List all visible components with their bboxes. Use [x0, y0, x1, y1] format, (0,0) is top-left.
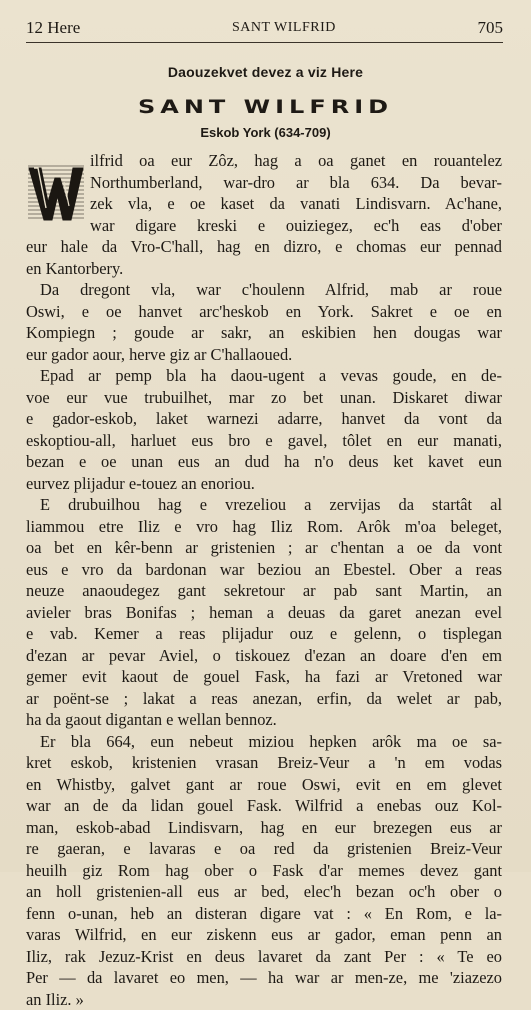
text-line: oa bet en kêr-benn ar gristenien ; ar c'hentan a oe da vont — [26, 537, 502, 559]
text-line: varas Wilfrid, en eur ziskenn eus ar gador, eman penn an — [26, 924, 502, 946]
text-line: avieler bras Bonifas ; heman a deuas da garet anezan evel — [26, 602, 502, 624]
text-line: E drubuilhou hag e vrezeliou a zervijas da startât al — [26, 494, 502, 516]
text-line: war an de da lidan gouel Fask. Wilfrid a enebas ouz Kol- — [26, 795, 502, 817]
text-line: en Whistby, galvet gant ar roue Oswi, evit en em glevet — [26, 774, 502, 796]
text-line: Iliz, rak Jezuz-Krist en deus lavaret da zant Per : « Te eo — [26, 946, 502, 968]
header-divider — [26, 42, 503, 43]
text-line: kret eskob, kristenien vrasan Breiz-Veur a 'n em vodas — [26, 752, 502, 774]
text-line: Er bla 664, eun nebeut miziou hepken arôk ma oe sa- — [26, 731, 502, 753]
text-line: zek vla, e oe kaset da vanati Lindisvarn. Ac'hane, — [26, 193, 502, 215]
header-title: SANT WILFRID — [232, 20, 336, 36]
text-line: ilfrid oa eur Zôz, hag a oa ganet en rouantelez — [26, 150, 502, 172]
text-line: Per — da lavaret eo men, — ha war ar men-ze, me 'ziazezo — [26, 967, 502, 989]
text-line: en Kantorbery. — [26, 258, 502, 280]
text-line: e gador-eskob, laket warnezi adarre, hanvet da vont da — [26, 408, 502, 430]
text-line: eus e vro da bardonan war beziou an Ebestel. Ober a reas — [26, 559, 502, 581]
text-line: fenn o-unan, heb an disteran digare vat : « En Rom, e la- — [26, 903, 502, 925]
text-line: ar poënt-se ; lakat a reas anezan, erfin, da welet ar pab, — [26, 688, 502, 710]
text-line: Oswi, e oe hanvet arc'heskob en York. Sakret e oe en — [26, 301, 502, 323]
text-line: liammou etre Iliz e vro hag Iliz Rom. Arôk m'oa beleget, — [26, 516, 502, 538]
text-line: man, eskob-abad Lindisvarn, hag en eur brezegen eus ar — [26, 817, 502, 839]
text-line: Epad ar pemp bla ha daou-ugent a vevas goude, en de- — [26, 365, 502, 387]
text-line: heuilh giz Rom hag ober o Fask d'ar memes devez gant — [26, 860, 502, 882]
text-line: ha da gaout digantan e wellan bennoz. — [26, 709, 502, 731]
text-line: war digare kreski e ouiziegez, ec'h eas d'ober — [26, 215, 502, 237]
text-line: eur hale da Vro-C'hall, hag en dizro, e chomas eur pennad — [26, 236, 502, 258]
page-number: 705 — [478, 18, 504, 38]
text-line: an holl gristenien-all eus ar bed, elec'h bezan oc'h ober o — [26, 881, 502, 903]
text-line: bezan e oe unan eus an dud ha n'o deus ket kavet eun — [26, 451, 502, 473]
saint-title: SANT WILFRID — [0, 96, 531, 118]
saint-subtitle: Eskob York (634-709) — [0, 125, 531, 140]
text-line: neuze anaoudegez gant sekretour ar pab sant Martin, an — [26, 580, 502, 602]
text-line: re gaeran, e lavaras e oa red da gristenien Breiz-Veur — [26, 838, 502, 860]
text-line: e vab. Kemer a reas plijadur ouz e gelenn, o tisplegan — [26, 623, 502, 645]
text-line: voe eur vue trubuilhet, mar zo bet unan. Diskaret diwar — [26, 387, 502, 409]
text-line: an Iliz. » — [26, 989, 502, 1010]
text-line: Da dregont vla, war c'houlenn Alfrid, mab ar roue — [26, 279, 502, 301]
text-line: gemer evit kaout de gouel Fask, ha fazi ar Vretoned war — [26, 666, 502, 688]
text-line: eskoptiou-all, harluet eus bro e gavel, tôlet en eur manati, — [26, 430, 502, 452]
text-line: Kompiegn ; goude ar sakr, an eskibien hen dougas war — [26, 322, 502, 344]
text-line: d'ezan ar pevar Aviel, o tiskouez d'ezan an doare d'en em — [26, 645, 502, 667]
drop-cap-w-icon — [26, 162, 86, 224]
text-line: Northumberland, war-dro ar bla 634. Da bevar- — [26, 172, 502, 194]
text-line: eur gador aour, herve giz ar C'hallaoued. — [26, 344, 502, 366]
day-subtitle: Daouzekvet devez a viz Here — [0, 64, 531, 80]
text-line: eurvez plijadur e-touez an enoriou. — [26, 473, 502, 495]
article-body — [26, 150, 502, 1010]
running-header — [26, 18, 503, 40]
header-date: 12 Here — [26, 18, 80, 38]
